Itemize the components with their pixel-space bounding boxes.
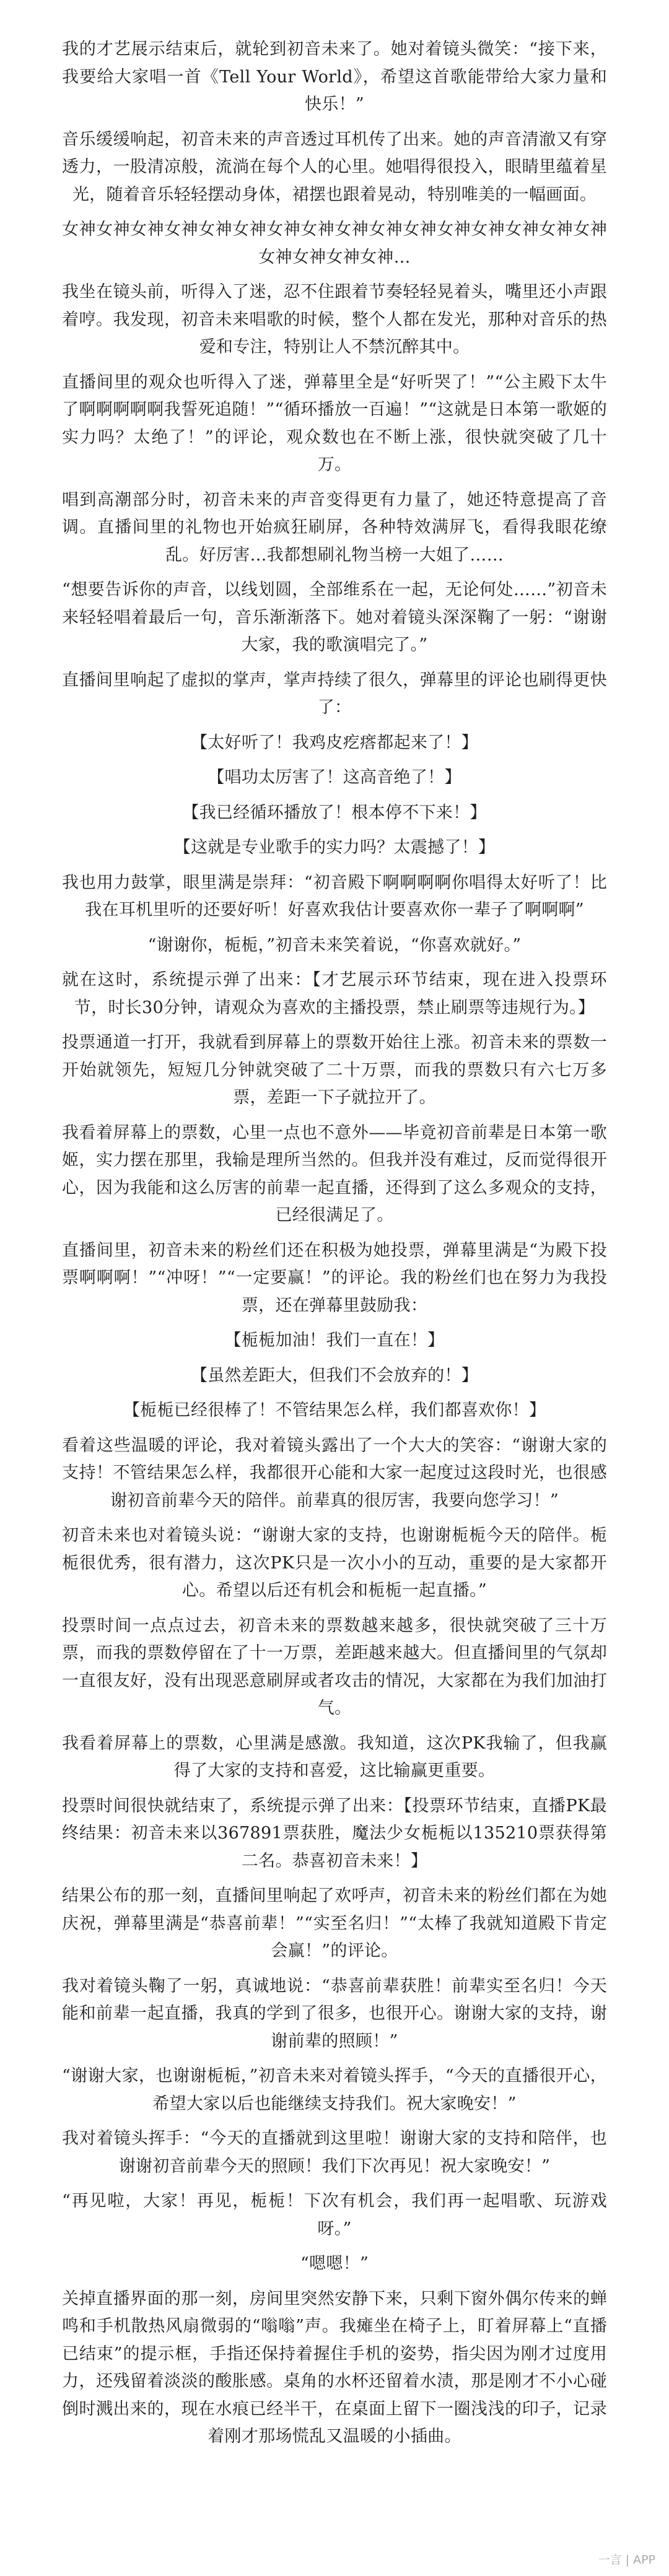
paragraph-2: 音乐缓缓响起，初音未来的声音透过耳机传了出来。她的声音清澈又有穿透力，一股清凉般，流淌在每个人的心里。她唱得很投入，眼睛里蕴着星光，随着音乐轻轻摆动身体，裙摆也跟着晃动，特别唯美的一幅画面。 xyxy=(62,129,607,204)
comment-line: 【栀栀加油！我们一直在！】 xyxy=(224,1331,445,1350)
watermark-label: 一言 | APP xyxy=(598,2553,655,2567)
paragraph-27: 结果公布的那一刻，直播间里响起了欢呼声，初音未来的粉丝们都在为她庆祝，弹幕里满是“恭喜前辈！”“实至名归！”“太棒了我就知道殿下肯定会赢！”的评论。 xyxy=(62,1886,607,1960)
paragraph-29: “谢谢大家，也谢谢栀栀，”初音未来对着镜头挥手，“今天的直播很开心，希望大家以后也能继续支持我们。祝大家晚安！” xyxy=(62,2066,607,2113)
paragraph-30: 我对着镜头挥手：“今天的直播就到这里啦！谢谢大家的支持和陪伴，也谢谢初音前辈今天的照顾！我们下次再见！祝大家晚安！” xyxy=(62,2129,607,2176)
paragraph-3: 女神女神女神女神女神女神女神女神女神女神女神女神女神女神女神女神女神女神女神女神… xyxy=(62,220,607,267)
paragraph-14: “谢谢你，栀栀，”初音未来笑着说，“你喜欢就好。” xyxy=(147,935,522,955)
paragraph-4: 我坐在镜头前，听得入了迷，忍不住跟着节奏轻轻晃着头，嘴里还小声跟着哼。我发现，初音未来唱歌的时候，整个人都在发光，那种对音乐的热爱和专注，特别让人不禁沉醉其中。 xyxy=(62,282,607,357)
paragraph-1: 我的才艺展示结束后，就轮到初音未来了。她对着镜头微笑：“接下来，我要给大家唱一首《Tell Your World》，希望这首歌能带给大家力量和快乐！” xyxy=(62,40,607,114)
paragraph-16: 投票通道一打开，我就看到屏幕上的票数开始往上涨。初音未来的票数一开始就领先，短短几分钟就突破了二十万票，而我的票数只有六七万多票，差距一下子就拉开了。 xyxy=(62,1033,607,1107)
paragraph-15: 就在这时，系统提示弹了出来：【才艺展示环节结束，现在进入投票环节，时长30分钟，请观众为喜欢的主播投票，禁止刷票等违规行为。】 xyxy=(62,970,607,1017)
comment-line: 【这就是专业歌手的实力吗？太震撼了！】 xyxy=(173,838,496,857)
comment-line: 【唱功太厉害了！这高音绝了！】 xyxy=(208,768,461,787)
paragraph-23: 初音未来也对着镜头说：“谢谢大家的支持，也谢谢栀栀今天的陪伴。栀栀很优秀，很有潜力，这次PK只是一次小小的互动，重要的是大家都开心。希望以后还有机会和栀栀一起直播。” xyxy=(62,1526,607,1600)
comment-line: 【太好听了！我鸡皮疙瘩都起来了！】 xyxy=(190,733,479,752)
paragraph-31: “再见啦，大家！再见，栀栀！下次有机会，我们再一起唱歌、玩游戏呀。” xyxy=(62,2191,607,2239)
comment-line: 【虽然差距大，但我们不会放弃的！】 xyxy=(190,1365,479,1385)
app-watermark xyxy=(598,2551,655,2567)
paragraph-17: 我看着屏幕上的票数，心里一点也不意外——毕竟初音前辈是日本第一歌姬，实力摆在那里，我输是理所当然的。但我并没有难过，反而觉得很开心，因为我能和这么厉害的前辈一起直播，还得到了这么多观众的支持，已经很满足了。 xyxy=(62,1123,607,1225)
paragraph-26: 投票时间很快就结束了，系统提示弹了出来：【投票环节结束，直播PK最终结果：初音未来以367891票获胜，魔法少女栀栀以135210票获得第二名。恭喜初音未来！】 xyxy=(62,1796,607,1871)
paragraph-28: 我对着镜头鞠了一躬，真诚地说：“恭喜前辈获胜！前辈实至名归！今天能和前辈一起直播，我真的学到了很多，也很开心。谢谢大家的支持，谢谢前辈的照顾！” xyxy=(62,1976,607,2051)
paragraph-13: 我也用力鼓掌，眼里满是崇拜：“初音殿下啊啊啊啊你唱得太好听了！比我在耳机里听的还要好听！好喜欢我估计要喜欢你一辈子了啊啊啊” xyxy=(62,872,607,920)
paragraph-25: 我看着屏幕上的票数，心里满是感激。我知道，这次PK我输了，但我赢得了大家的支持和喜爱，这比输赢更重要。 xyxy=(62,1733,607,1780)
comment-line: 【我已经循环播放了！根本停不下来！】 xyxy=(182,803,487,822)
paragraph-22: 看着这些温暖的评论，我对着镜头露出了一个大大的笑容：“谢谢大家的支持！不管结果怎么样，我都很开心能和大家一起度过这段时光，也很感谢初音前辈今天的陪伴。前辈真的很厉害，我要向您学习！” xyxy=(62,1435,607,1510)
paragraph-24: 投票时间一点点过去，初音未来的票数越来越多，很快就突破了三十万票，而我的票数停留在了十一万票，差距越来越大。但直播间里的气氛却一直很友好，没有出现恶意刷屏或者攻击的情况，大家都在为我们加油打气。 xyxy=(62,1616,607,1718)
paragraph-8: 直播间里响起了虚拟的掌声，掌声持续了很久，弹幕里的评论也刷得更快了： xyxy=(62,670,607,717)
paragraph-5: 直播间里的观众也听得入了迷，弹幕里全是“好听哭了！”“公主殿下太牛了啊啊啊啊啊我誓死追随！”“循环播放一百遍！”“这就是日本第一歌姬的实力吗？太绝了！”的评论，观众数也在不断上涨，很快就突破了几十万。 xyxy=(62,372,607,474)
paragraph-18: 直播间里，初音未来的粉丝们还在积极为她投票，弹幕里满是“为殿下投票啊啊啊！”“冲呀！”“一定要赢！”的评论。我的粉丝们也在努力为我投票，还在弹幕里鼓励我： xyxy=(62,1240,607,1315)
paragraph-6: 唱到高潮部分时，初音未来的声音变得更有力量了，她还特意提高了音调。直播间里的礼物也开始疯狂刷屏，各种特效满屏飞，看得我眼花缭乱。好厉害…我都想刷礼物当榜一大姐了…… xyxy=(62,490,607,565)
paragraph-33: 关掉直播界面的那一刻，房间里突然安静下来，只剩下窗外偶尔传来的蝉鸣和手机散热风扇微弱的“嗡嗡”声。我瘫坐在椅子上，盯着屏幕上“直播已结束”的提示框，手指还保持着握住手机的姿势，指尖因为刚才过度用力，还残留着淡淡的酸胀感。桌角的水杯还留着水渍，那是刚才不小心碰倒时溅出来的，现在水痕已经半干，在桌面上留下一圈浅浅的印子，记录着刚才那场慌乱又温暖的小插曲。 xyxy=(62,2289,607,2446)
paragraph-7: “想要告诉你的声音，以线划圆，全部维系在一起，无论何处……”初音未来轻轻唱着最后一句，音乐渐渐落下。她对着镜头深深鞠了一躬：“谢谢大家，我的歌演唱完了。” xyxy=(62,580,607,655)
comment-line: 【栀栀已经很棒了！不管结果怎么样，我们都喜欢你！】 xyxy=(123,1401,546,1420)
paragraph-32: “嗯嗯！” xyxy=(300,2254,369,2273)
